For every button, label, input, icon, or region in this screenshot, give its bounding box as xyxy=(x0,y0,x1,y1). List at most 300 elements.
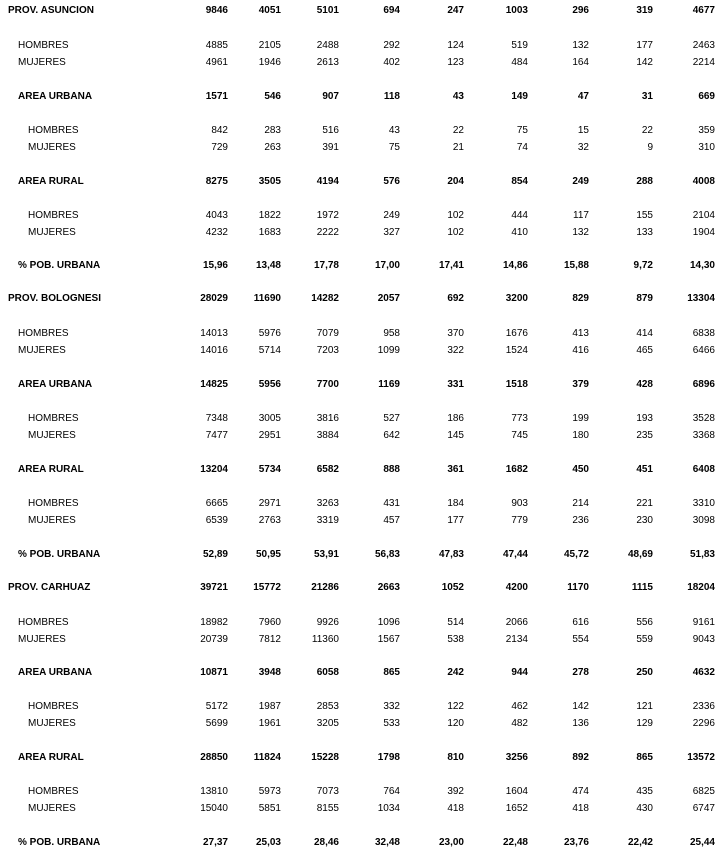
cell-col-9: 25,44 xyxy=(689,837,715,848)
cell-col-3: 907 xyxy=(322,91,339,102)
cell-col-7: 450 xyxy=(572,464,589,475)
cell-col-2: 3505 xyxy=(258,176,281,187)
cell-col-2: 2951 xyxy=(258,430,281,441)
cell-col-8: 121 xyxy=(636,701,653,712)
cell-col-1: 15040 xyxy=(200,803,228,814)
table-row xyxy=(0,836,719,850)
cell-col-8: 319 xyxy=(636,5,653,16)
cell-col-1: 4043 xyxy=(205,210,228,221)
cell-col-3: 7073 xyxy=(316,786,339,797)
cell-col-6: 2134 xyxy=(505,634,528,645)
cell-col-3: 7700 xyxy=(316,379,339,390)
cell-col-4: 764 xyxy=(383,786,400,797)
cell-col-9: 13572 xyxy=(687,752,715,763)
cell-col-2: 5973 xyxy=(258,786,281,797)
cell-col-8: 414 xyxy=(636,328,653,339)
cell-col-7: 1170 xyxy=(567,582,589,593)
cell-col-4: 17,00 xyxy=(374,260,400,271)
cell-col-8: 193 xyxy=(636,413,653,424)
cell-col-9: 51,83 xyxy=(689,549,715,560)
table-row xyxy=(0,633,719,647)
cell-col-7: 413 xyxy=(572,328,589,339)
cell-col-7: 296 xyxy=(572,5,589,16)
cell-col-9: 4008 xyxy=(692,176,715,187)
cell-col-9: 9161 xyxy=(692,617,715,628)
cell-col-9: 6747 xyxy=(692,803,715,814)
table-row xyxy=(0,209,719,223)
cell-col-2: 3948 xyxy=(258,667,281,678)
table-row xyxy=(0,141,719,155)
cell-col-2: 3005 xyxy=(258,413,281,424)
table-row xyxy=(0,548,719,562)
cell-col-8: 230 xyxy=(636,515,653,526)
cell-col-9: 2214 xyxy=(692,57,715,68)
row-label: PROV. ASUNCION xyxy=(8,5,94,16)
cell-col-1: 28850 xyxy=(200,752,228,763)
cell-col-1: 13810 xyxy=(200,786,228,797)
cell-col-3: 3263 xyxy=(316,498,339,509)
cell-col-4: 332 xyxy=(383,701,400,712)
cell-col-5: 361 xyxy=(447,464,464,475)
cell-col-4: 2663 xyxy=(377,582,400,593)
cell-col-6: 779 xyxy=(511,515,528,526)
cell-col-6: 1518 xyxy=(505,379,528,390)
cell-col-5: 177 xyxy=(447,515,464,526)
cell-col-4: 56,83 xyxy=(374,549,400,560)
row-label: % POB. URBANA xyxy=(18,260,101,271)
cell-col-9: 1904 xyxy=(692,227,715,238)
cell-col-7: 616 xyxy=(572,617,589,628)
cell-col-5: 43 xyxy=(452,91,464,102)
row-label: AREA URBANA xyxy=(18,379,93,390)
row-label: HOMBRES xyxy=(28,786,79,797)
table-row xyxy=(0,785,719,799)
cell-col-5: 123 xyxy=(447,57,464,68)
cell-col-3: 3205 xyxy=(316,718,339,729)
table-row xyxy=(0,226,719,240)
cell-col-1: 10871 xyxy=(200,667,228,678)
table-row xyxy=(0,90,719,104)
cell-col-9: 13304 xyxy=(687,293,715,304)
cell-col-8: 142 xyxy=(636,57,653,68)
cell-col-1: 1571 xyxy=(205,91,228,102)
cell-col-5: 145 xyxy=(447,430,464,441)
cell-col-8: 22,42 xyxy=(627,837,653,848)
cell-col-2: 2971 xyxy=(258,498,281,509)
cell-col-5: 22 xyxy=(452,125,464,136)
cell-col-5: 124 xyxy=(447,40,464,51)
cell-col-6: 519 xyxy=(511,40,528,51)
cell-col-4: 118 xyxy=(383,91,400,102)
table-row xyxy=(0,463,719,477)
cell-col-9: 18204 xyxy=(687,582,715,593)
row-label: PROV. BOLOGNESI xyxy=(8,293,101,304)
table-row xyxy=(0,344,719,358)
cell-col-9: 2463 xyxy=(692,40,715,51)
cell-col-5: 184 xyxy=(447,498,464,509)
cell-col-8: 435 xyxy=(636,786,653,797)
cell-col-8: 22 xyxy=(641,125,653,136)
cell-col-8: 9,72 xyxy=(633,260,653,271)
row-label: HOMBRES xyxy=(28,210,79,221)
cell-col-4: 327 xyxy=(383,227,400,238)
cell-col-5: 810 xyxy=(447,752,464,763)
cell-col-3: 4194 xyxy=(316,176,339,187)
cell-col-2: 2105 xyxy=(258,40,281,51)
table-row xyxy=(0,39,719,53)
cell-col-6: 3200 xyxy=(505,293,528,304)
row-label: MUJERES xyxy=(28,430,76,441)
table-row xyxy=(0,581,719,595)
row-label: HOMBRES xyxy=(28,498,79,509)
row-label: PROV. CARHUAZ xyxy=(8,582,91,593)
cell-col-1: 842 xyxy=(211,125,228,136)
cell-col-4: 527 xyxy=(383,413,400,424)
row-label: MUJERES xyxy=(28,515,76,526)
table-row xyxy=(0,616,719,630)
row-label: HOMBRES xyxy=(18,40,69,51)
table-row xyxy=(0,175,719,189)
cell-col-4: 888 xyxy=(383,464,400,475)
cell-col-6: 410 xyxy=(511,227,528,238)
cell-col-1: 14013 xyxy=(200,328,228,339)
cell-col-4: 1034 xyxy=(377,803,400,814)
cell-col-9: 4677 xyxy=(692,5,715,16)
cell-col-9: 3368 xyxy=(692,430,715,441)
cell-col-2: 2763 xyxy=(258,515,281,526)
cell-col-7: 164 xyxy=(572,57,589,68)
cell-col-9: 310 xyxy=(698,142,715,153)
cell-col-6: 3256 xyxy=(505,752,528,763)
cell-col-4: 1169 xyxy=(378,379,400,390)
cell-col-2: 1683 xyxy=(258,227,281,238)
cell-col-3: 28,46 xyxy=(313,837,339,848)
cell-col-6: 1003 xyxy=(505,5,528,16)
cell-col-3: 21286 xyxy=(311,582,339,593)
cell-col-7: 416 xyxy=(572,345,589,356)
cell-col-1: 27,37 xyxy=(202,837,228,848)
cell-col-7: 180 xyxy=(572,430,589,441)
cell-col-2: 283 xyxy=(264,125,281,136)
cell-col-3: 2488 xyxy=(316,40,339,51)
cell-col-7: 32 xyxy=(577,142,589,153)
cell-col-3: 53,91 xyxy=(313,549,339,560)
cell-col-4: 43 xyxy=(388,125,400,136)
cell-col-5: 120 xyxy=(447,718,464,729)
row-label: MUJERES xyxy=(18,57,66,68)
cell-col-4: 292 xyxy=(383,40,400,51)
cell-col-5: 538 xyxy=(447,634,464,645)
cell-col-7: 474 xyxy=(572,786,589,797)
cell-col-5: 370 xyxy=(447,328,464,339)
cell-col-5: 692 xyxy=(447,293,464,304)
cell-col-6: 47,44 xyxy=(502,549,528,560)
cell-col-2: 5714 xyxy=(258,345,281,356)
cell-col-4: 1096 xyxy=(377,617,400,628)
cell-col-9: 3528 xyxy=(692,413,715,424)
cell-col-8: 9 xyxy=(647,142,653,153)
cell-col-3: 3319 xyxy=(316,515,339,526)
cell-col-4: 694 xyxy=(383,5,400,16)
cell-col-2: 50,95 xyxy=(255,549,281,560)
cell-col-9: 6825 xyxy=(692,786,715,797)
cell-col-9: 2296 xyxy=(692,718,715,729)
cell-col-1: 729 xyxy=(211,142,228,153)
cell-col-7: 236 xyxy=(572,515,589,526)
cell-col-2: 15772 xyxy=(253,582,281,593)
cell-col-1: 4232 xyxy=(205,227,228,238)
cell-col-2: 1822 xyxy=(258,210,281,221)
cell-col-9: 359 xyxy=(698,125,715,136)
cell-col-1: 20739 xyxy=(200,634,228,645)
cell-col-4: 32,48 xyxy=(374,837,400,848)
cell-col-7: 47 xyxy=(577,91,589,102)
cell-col-7: 418 xyxy=(572,803,589,814)
cell-col-1: 15,96 xyxy=(202,260,228,271)
cell-col-6: 22,48 xyxy=(502,837,528,848)
cell-col-8: 133 xyxy=(636,227,653,238)
cell-col-1: 18982 xyxy=(200,617,228,628)
cell-col-3: 9926 xyxy=(316,617,339,628)
cell-col-1: 9846 xyxy=(205,5,228,16)
cell-col-8: 235 xyxy=(636,430,653,441)
cell-col-7: 132 xyxy=(572,40,589,51)
table-row xyxy=(0,802,719,816)
row-label: AREA RURAL xyxy=(18,752,84,763)
cell-col-8: 177 xyxy=(636,40,653,51)
table-row xyxy=(0,666,719,680)
table-row xyxy=(0,4,719,18)
table-row xyxy=(0,124,719,138)
cell-col-6: 484 xyxy=(511,57,528,68)
table-row xyxy=(0,292,719,306)
row-label: HOMBRES xyxy=(18,328,69,339)
cell-col-4: 457 xyxy=(383,515,400,526)
table-row xyxy=(0,259,719,273)
cell-col-4: 1798 xyxy=(377,752,400,763)
cell-col-9: 669 xyxy=(698,91,715,102)
cell-col-8: 430 xyxy=(636,803,653,814)
cell-col-5: 322 xyxy=(447,345,464,356)
cell-col-6: 773 xyxy=(511,413,528,424)
cell-col-8: 451 xyxy=(636,464,653,475)
cell-col-5: 247 xyxy=(447,5,464,16)
cell-col-6: 944 xyxy=(511,667,528,678)
cell-col-1: 39721 xyxy=(200,582,228,593)
cell-col-7: 142 xyxy=(572,701,589,712)
cell-col-2: 5851 xyxy=(258,803,281,814)
cell-col-7: 249 xyxy=(572,176,589,187)
cell-col-1: 7348 xyxy=(205,413,228,424)
cell-col-1: 6539 xyxy=(205,515,228,526)
cell-col-5: 21 xyxy=(452,142,464,153)
cell-col-3: 6582 xyxy=(316,464,339,475)
cell-col-5: 17,41 xyxy=(438,260,464,271)
cell-col-1: 7477 xyxy=(205,430,228,441)
cell-col-8: 221 xyxy=(636,498,653,509)
cell-col-5: 204 xyxy=(447,176,464,187)
cell-col-9: 6466 xyxy=(692,345,715,356)
cell-col-5: 242 xyxy=(447,667,464,678)
cell-col-4: 402 xyxy=(383,57,400,68)
cell-col-8: 865 xyxy=(636,752,653,763)
cell-col-2: 5976 xyxy=(258,328,281,339)
cell-col-7: 554 xyxy=(572,634,589,645)
row-label: AREA RURAL xyxy=(18,464,84,475)
cell-col-9: 6896 xyxy=(692,379,715,390)
cell-col-6: 74 xyxy=(516,142,528,153)
cell-col-6: 903 xyxy=(511,498,528,509)
table-row xyxy=(0,412,719,426)
cell-col-2: 5956 xyxy=(258,379,281,390)
table-row xyxy=(0,429,719,443)
cell-col-7: 892 xyxy=(572,752,589,763)
cell-col-6: 1682 xyxy=(505,464,528,475)
cell-col-5: 102 xyxy=(447,227,464,238)
row-label: AREA URBANA xyxy=(18,91,93,102)
table-row xyxy=(0,327,719,341)
cell-col-9: 2336 xyxy=(692,701,715,712)
row-label: HOMBRES xyxy=(18,617,69,628)
cell-col-2: 25,03 xyxy=(255,837,281,848)
cell-col-2: 7812 xyxy=(258,634,281,645)
cell-col-7: 379 xyxy=(572,379,589,390)
cell-col-9: 3098 xyxy=(692,515,715,526)
cell-col-3: 516 xyxy=(322,125,339,136)
cell-col-5: 47,83 xyxy=(438,549,464,560)
cell-col-4: 533 xyxy=(383,718,400,729)
cell-col-4: 958 xyxy=(383,328,400,339)
table-row xyxy=(0,717,719,731)
cell-col-8: 48,69 xyxy=(627,549,653,560)
cell-col-4: 75 xyxy=(388,142,400,153)
cell-col-8: 1115 xyxy=(631,582,653,593)
cell-col-8: 465 xyxy=(636,345,653,356)
cell-col-1: 8275 xyxy=(205,176,228,187)
cell-col-4: 865 xyxy=(383,667,400,678)
cell-col-6: 1676 xyxy=(505,328,528,339)
row-label: HOMBRES xyxy=(28,125,79,136)
cell-col-1: 4961 xyxy=(205,57,228,68)
row-label: MUJERES xyxy=(18,345,66,356)
cell-col-4: 576 xyxy=(383,176,400,187)
cell-col-1: 52,89 xyxy=(202,549,228,560)
cell-col-6: 462 xyxy=(511,701,528,712)
row-label: MUJERES xyxy=(28,718,76,729)
cell-col-5: 514 xyxy=(447,617,464,628)
cell-col-2: 11690 xyxy=(253,293,281,304)
cell-col-2: 1987 xyxy=(258,701,281,712)
cell-col-1: 14016 xyxy=(200,345,228,356)
cell-col-8: 250 xyxy=(636,667,653,678)
cell-col-3: 2222 xyxy=(316,227,339,238)
cell-col-1: 6665 xyxy=(205,498,228,509)
cell-col-2: 263 xyxy=(264,142,281,153)
cell-col-3: 7079 xyxy=(316,328,339,339)
cell-col-1: 28029 xyxy=(200,293,228,304)
cell-col-3: 2853 xyxy=(316,701,339,712)
cell-col-5: 392 xyxy=(447,786,464,797)
cell-col-2: 1946 xyxy=(258,57,281,68)
cell-col-9: 6838 xyxy=(692,328,715,339)
cell-col-8: 428 xyxy=(636,379,653,390)
cell-col-3: 1972 xyxy=(316,210,339,221)
cell-col-2: 7960 xyxy=(258,617,281,628)
table-row xyxy=(0,56,719,70)
cell-col-6: 149 xyxy=(511,91,528,102)
cell-col-7: 117 xyxy=(573,210,589,221)
cell-col-3: 3816 xyxy=(316,413,339,424)
cell-col-7: 23,76 xyxy=(563,837,589,848)
cell-col-2: 4051 xyxy=(258,5,281,16)
row-label: AREA URBANA xyxy=(18,667,93,678)
cell-col-8: 129 xyxy=(636,718,653,729)
cell-col-5: 186 xyxy=(447,413,464,424)
cell-col-2: 5734 xyxy=(258,464,281,475)
cell-col-1: 13204 xyxy=(200,464,228,475)
cell-col-7: 214 xyxy=(572,498,589,509)
cell-col-5: 1052 xyxy=(441,582,464,593)
cell-col-3: 8155 xyxy=(316,803,339,814)
cell-col-5: 23,00 xyxy=(438,837,464,848)
cell-col-9: 3310 xyxy=(692,498,715,509)
cell-col-4: 642 xyxy=(383,430,400,441)
cell-col-7: 199 xyxy=(572,413,589,424)
cell-col-6: 2066 xyxy=(505,617,528,628)
table-row xyxy=(0,378,719,392)
cell-col-2: 13,48 xyxy=(255,260,281,271)
cell-col-3: 5101 xyxy=(316,5,339,16)
cell-col-8: 288 xyxy=(636,176,653,187)
row-label: MUJERES xyxy=(28,803,76,814)
cell-col-6: 14,86 xyxy=(502,260,528,271)
cell-col-8: 879 xyxy=(636,293,653,304)
cell-col-5: 418 xyxy=(447,803,464,814)
cell-col-9: 4632 xyxy=(692,667,715,678)
cell-col-2: 546 xyxy=(264,91,281,102)
row-label: HOMBRES xyxy=(28,701,79,712)
cell-col-9: 9043 xyxy=(692,634,715,645)
cell-col-3: 391 xyxy=(322,142,339,153)
cell-col-8: 556 xyxy=(636,617,653,628)
row-label: % POB. URBANA xyxy=(18,549,101,560)
table-row xyxy=(0,751,719,765)
cell-col-7: 829 xyxy=(572,293,589,304)
row-label: % POB. URBANA xyxy=(18,837,101,848)
cell-col-1: 14825 xyxy=(200,379,228,390)
cell-col-3: 11360 xyxy=(311,634,339,645)
cell-col-8: 155 xyxy=(636,210,653,221)
cell-col-3: 15228 xyxy=(311,752,339,763)
row-label: MUJERES xyxy=(28,227,76,238)
cell-col-5: 102 xyxy=(447,210,464,221)
cell-col-4: 1567 xyxy=(377,634,400,645)
cell-col-4: 249 xyxy=(383,210,400,221)
row-label: HOMBRES xyxy=(28,413,79,424)
cell-col-9: 14,30 xyxy=(689,260,715,271)
cell-col-4: 2057 xyxy=(377,293,400,304)
cell-col-5: 331 xyxy=(447,379,464,390)
cell-col-6: 745 xyxy=(511,430,528,441)
cell-col-3: 7203 xyxy=(316,345,339,356)
cell-col-3: 2613 xyxy=(316,57,339,68)
cell-col-2: 1961 xyxy=(258,718,281,729)
cell-col-7: 15,88 xyxy=(563,260,589,271)
cell-col-9: 6408 xyxy=(692,464,715,475)
cell-col-3: 3884 xyxy=(316,430,339,441)
cell-col-1: 4885 xyxy=(205,40,228,51)
cell-col-8: 559 xyxy=(636,634,653,645)
